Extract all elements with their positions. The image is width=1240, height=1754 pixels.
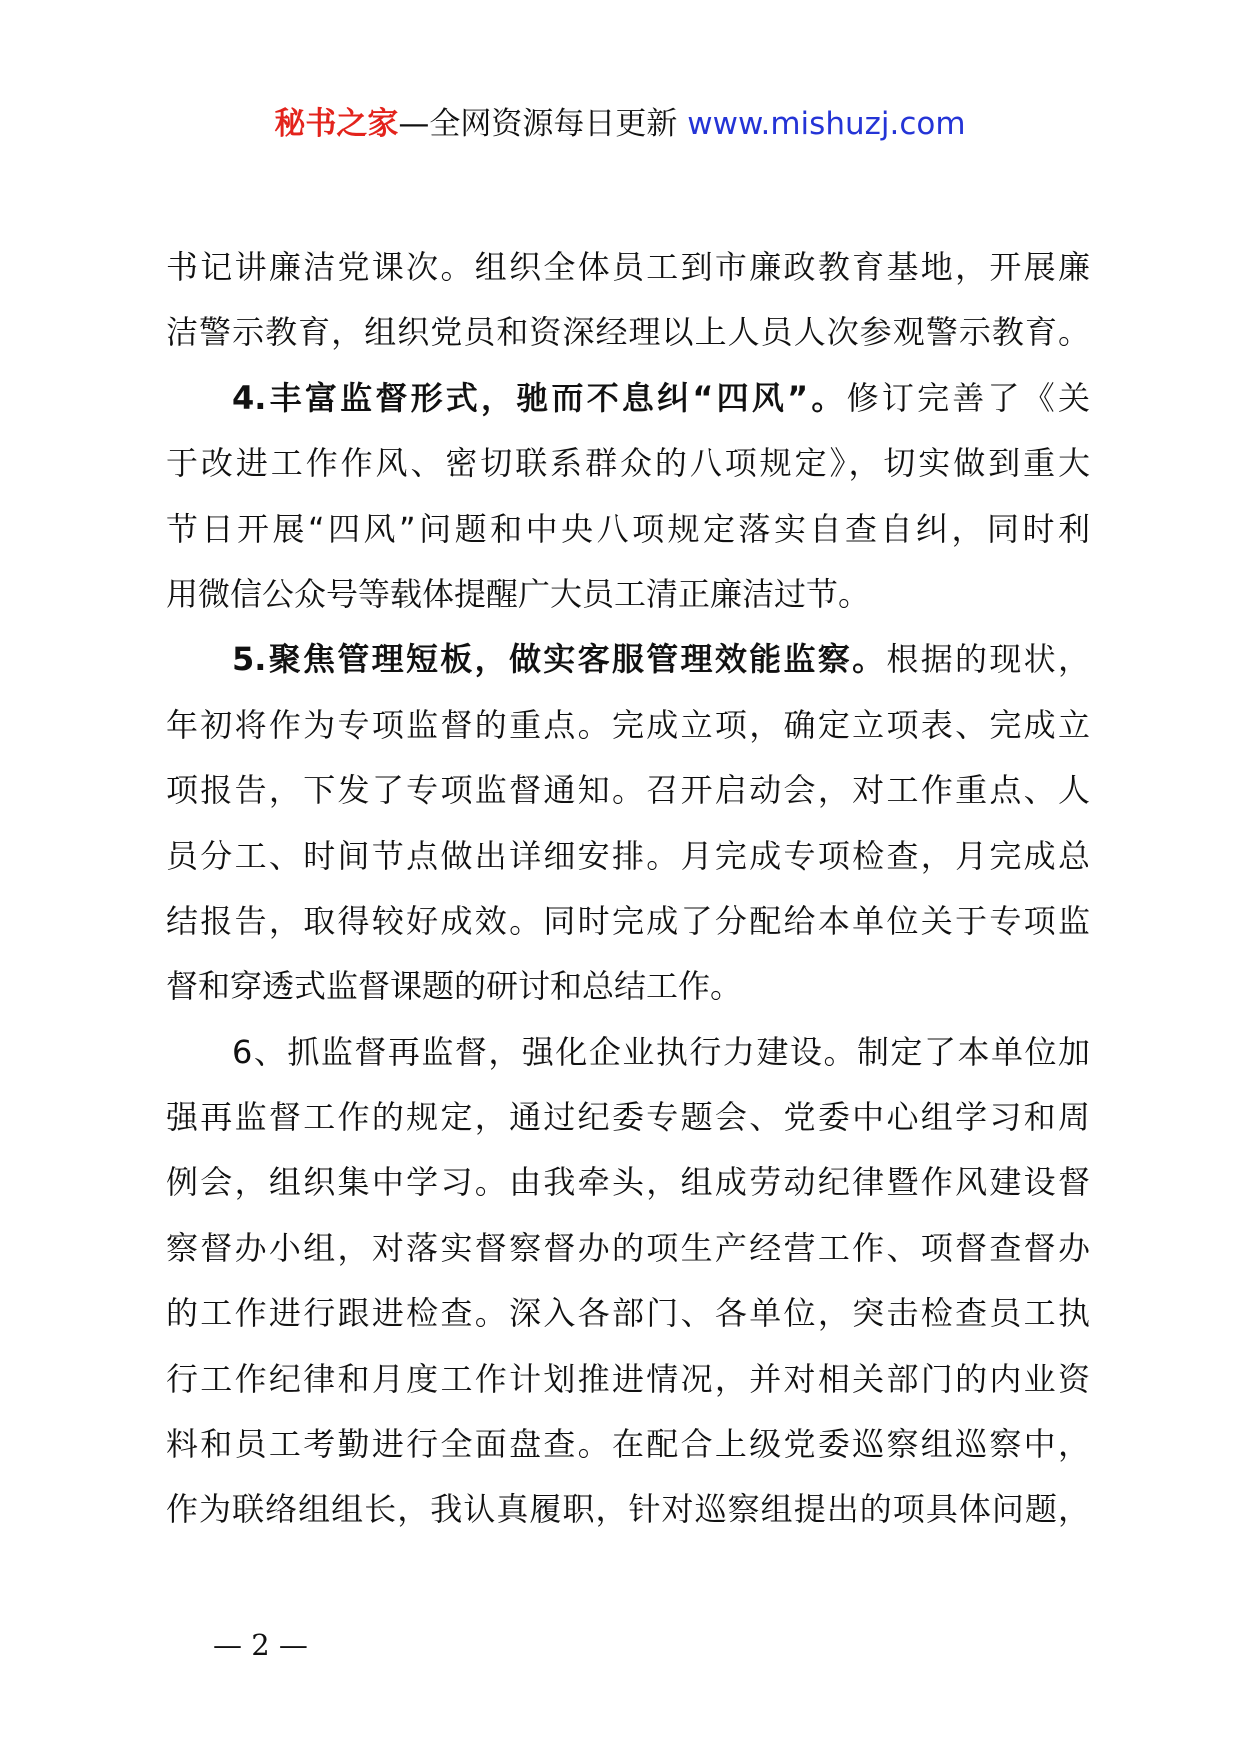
body-line [166,758,1090,823]
line-text: 修订完善了《关 [846,378,1090,417]
line-text: 于改进工作作风、密切联系群众的八项规定》，切实做到重大 [166,444,1090,483]
header-tagline: —全网资源每日更新 [398,106,688,142]
page-number: — 2 — [213,1628,308,1662]
section-heading-line [166,366,1090,431]
body-line [166,431,1090,496]
line-text: 书记讲廉洁党课次。组织全体员工到市廉政教育基地，开展廉 [166,248,1090,286]
body-line [166,562,1090,627]
line-text: 结报告，取得较好成效。同时完成了分配给本单位关于专项监 [166,901,1090,940]
section-heading: 4.丰富监督形式，驰而不息纠“四风”。 [232,378,847,417]
line-text: 洁警示教育，组织党员和资深经理以上人员人次参观警示教育。 [166,313,1090,352]
line-text: 根据的现状， [886,640,1090,679]
body-line [166,1347,1090,1412]
line-text: 6、抓监督再监督，强化企业执行力建设。制定了本单位加 [232,1032,1090,1071]
line-text: 强再监督工作的规定，通过纪委专题会、党委中心组学习和周 [166,1098,1090,1137]
body-line [166,954,1090,1019]
body-line [166,1216,1090,1281]
body-line [166,693,1090,758]
line-text: 的工作进行跟进检查。深入各部门、各单位，突击检查员工执 [166,1294,1090,1333]
line-text: 料和员工考勤进行全面盘查。在配合上级党委巡察组巡察中， [166,1425,1090,1464]
line-text: 行工作纪律和月度工作计划推进情况，并对相关部门的内业资 [166,1359,1090,1398]
body-text [166,235,1090,1543]
site-header [20,100,1220,148]
body-line [166,1477,1090,1542]
section-heading-line [166,627,1090,692]
line-text: 用微信公众号等载体提醒广大员工清正廉洁过节。 [166,574,871,613]
brand-name: 秘书之家 [274,106,399,142]
body-line [166,889,1090,954]
line-text: 作为联络组组长，我认真履职，针对巡察组提出的项具体问题， [166,1490,1090,1529]
body-line [166,1150,1090,1215]
section-heading-line [166,1020,1090,1085]
body-line [166,235,1090,300]
body-line [166,824,1090,889]
line-text: 年初将作为专项监督的重点。完成立项，确定立项表、完成立 [166,705,1090,744]
body-line [166,300,1090,365]
body-line [166,1281,1090,1346]
site-url: www.mishuzj.com [687,106,966,142]
body-line [166,1412,1090,1477]
line-text: 员分工、时间节点做出详细安排。月完成专项检查，月完成总 [166,836,1090,875]
body-line [166,1085,1090,1150]
line-text: 项报告，下发了专项监督通知。召开启动会，对工作重点、人 [166,771,1090,810]
section-heading: 5.聚焦管理短板，做实客服管理效能监察。 [232,640,887,679]
line-text: 例会，组织集中学习。由我牵头，组成劳动纪律暨作风建设督 [166,1163,1090,1202]
line-text: 督和穿透式监督课题的研讨和总结工作。 [166,967,743,1006]
line-text: 节日开展“四风”问题和中央八项规定落实自查自纠，同时利 [166,509,1090,548]
body-line [166,497,1090,562]
line-text: 察督办小组，对落实督察督办的项生产经营工作、项督查督办 [166,1228,1090,1267]
